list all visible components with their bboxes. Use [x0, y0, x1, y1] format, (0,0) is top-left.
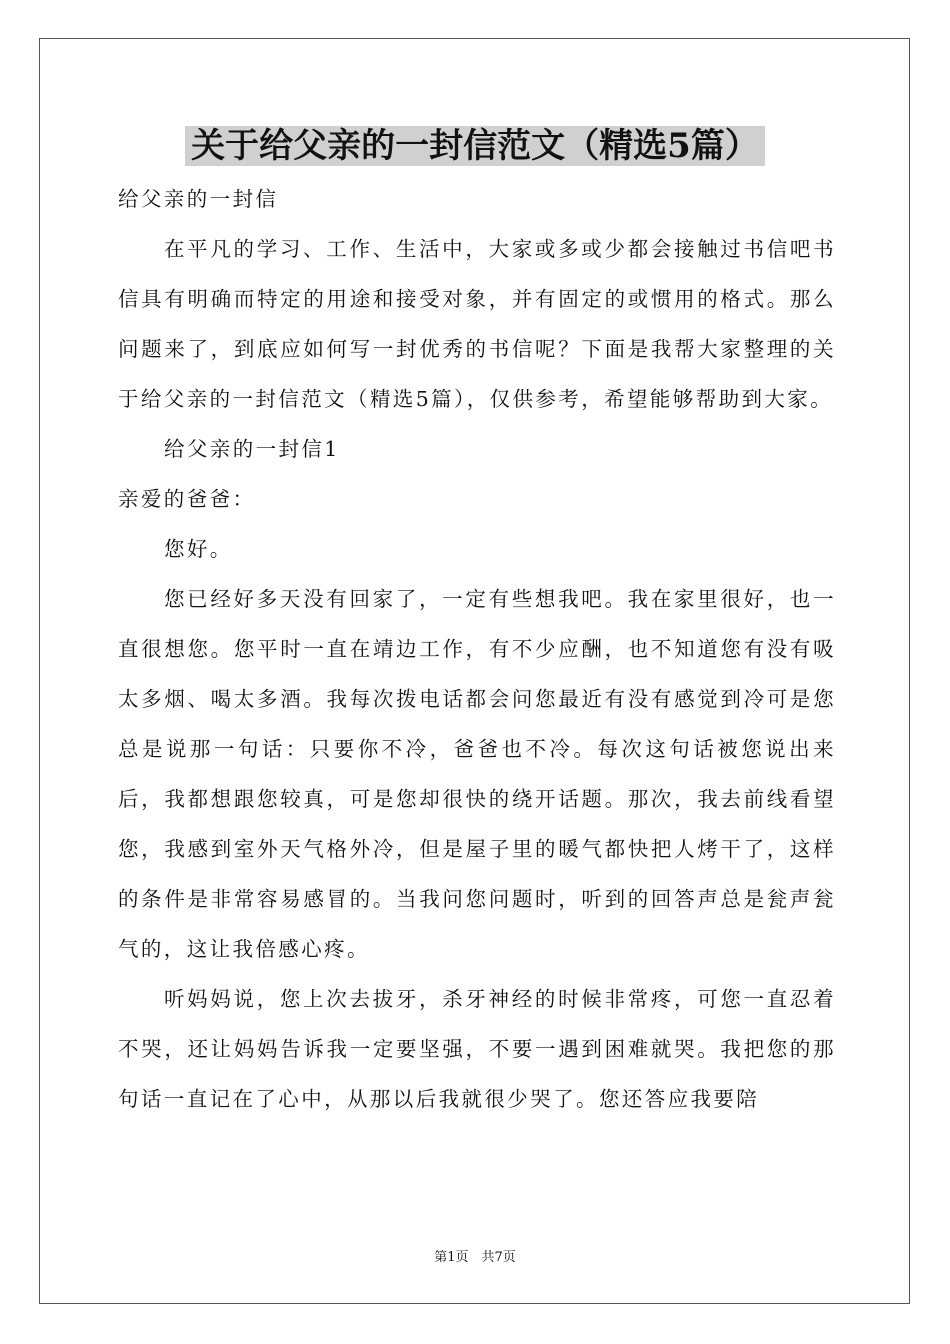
paragraph: 亲爱的爸爸：	[118, 487, 256, 511]
title-text: 关于给父亲的一封信范文（精选5篇）	[185, 126, 765, 166]
document-title	[0, 121, 950, 171]
document-body	[118, 174, 836, 1124]
paragraph: 给父亲的一封信	[118, 187, 279, 211]
paragraph: 给父亲的一封信1	[164, 437, 340, 461]
paragraph: 您已经好多天没有回家了，一定有些想我吧。我在家里很好，也一直很想您。您平时一直在靖边工作，有不少应酬，也不知道您有没有吸太多烟、喝太多酒。我每次拨电话都会问您最近有没有感觉到冷可是您总是说那一句话：只要你不冷，爸爸也不冷。每次这句话被您说出来后，我都想跟您较真，可是您却很快的绕开话题。那次，我去前线看望您，我感到室外天气格外冷，但是屋子里的暖气都快把人烤干了，这样的条件是非常容易感冒的。当我问您问题时，听到的回答声总是瓮声瓮气的，这让我倍感心疼。	[118, 587, 836, 961]
page-footer: 第1页 共7页	[434, 1250, 516, 1265]
paragraph: 听妈妈说，您上次去拔牙，杀牙神经的时候非常疼，可您一直忍着不哭，还让妈妈告诉我一定要坚强，不要一遇到困难就哭。我把您的那句话一直记在了心中，从那以后我就很少哭了。您还答应我要陪	[118, 987, 836, 1111]
paragraph: 您好。	[164, 537, 233, 561]
paragraph: 在平凡的学习、工作、生活中，大家或多或少都会接触过书信吧书信具有明确而特定的用途和接受对象，并有固定的或惯用的格式。那么问题来了，到底应如何写一封优秀的书信呢？下面是我帮大家整理的关于给父亲的一封信范文（精选5篇），仅供参考，希望能够帮助到大家。	[118, 237, 836, 411]
